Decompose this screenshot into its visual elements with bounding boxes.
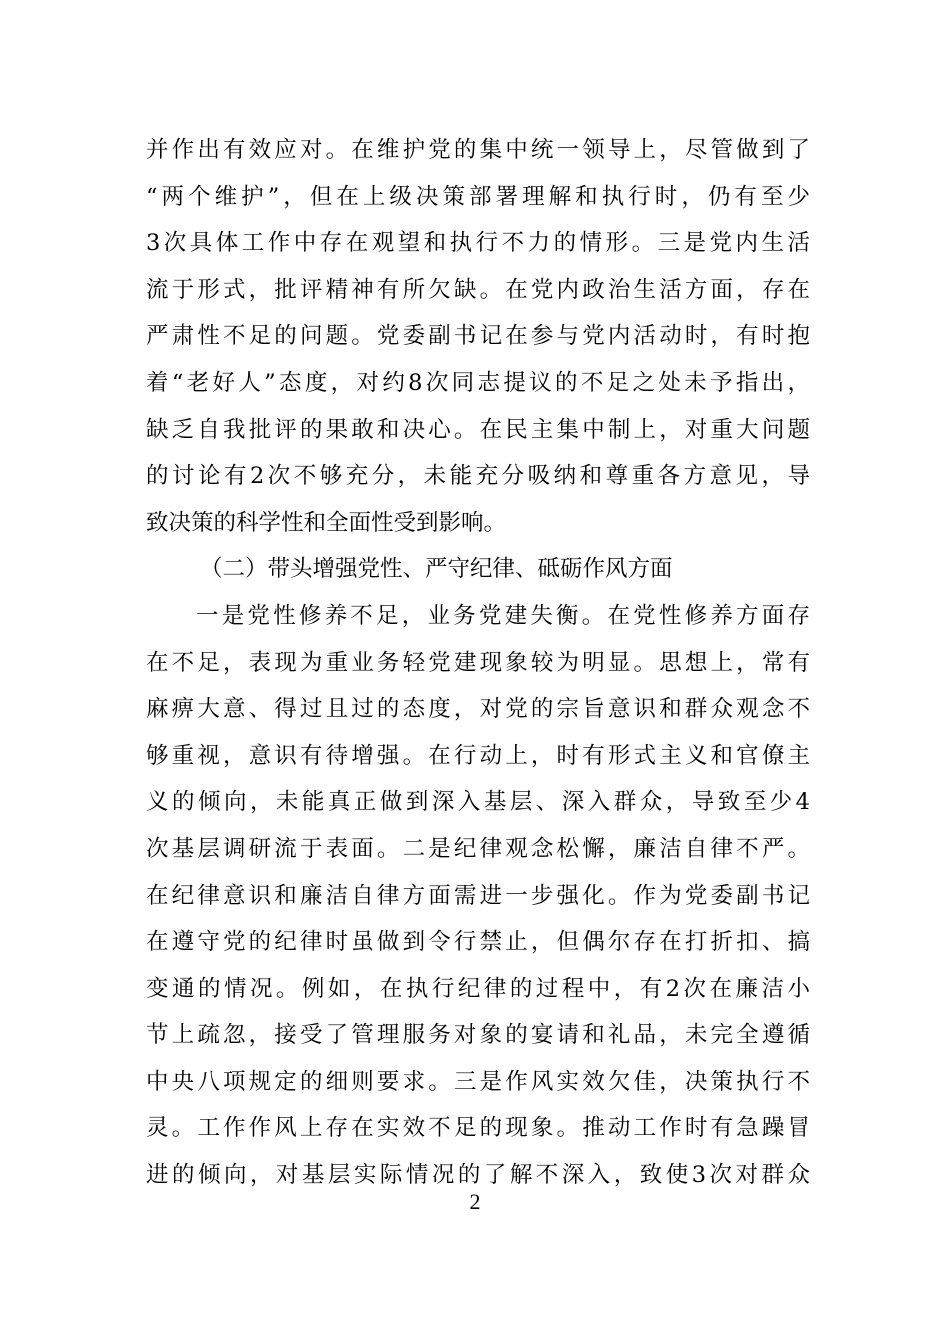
- text-line: 并作出有效应对。在维护党的集中统一领导上，尽管做到了: [146, 137, 810, 163]
- section-heading: [146, 546, 810, 593]
- section-heading-text: （二）带头增强党性、严守纪律、砥砺作风方面: [200, 556, 673, 583]
- text-line: 在遵守党的纪律时虽做到令行禁止，但偶尔存在打折扣、搞: [146, 929, 810, 956]
- paragraph-body: [146, 593, 810, 1199]
- page-number: 2: [469, 1189, 481, 1214]
- text-line: 一是党性修养不足，业务党建失衡。在党性修养方面存: [196, 602, 810, 629]
- text-line: 在纪律意识和廉洁自律方面需进一步强化。作为党委副书记: [146, 882, 810, 909]
- text-line: 致决策的科学性和全面性受到影响。: [146, 509, 507, 536]
- text-line: 次基层调研流于表面。二是纪律观念松懈，廉洁自律不严。: [146, 835, 810, 862]
- text-line: 麻痹大意、得过且过的态度，对党的宗旨意识和群众观念不: [146, 696, 810, 723]
- text-line: 够重视，意识有待增强。在行动上，时有形式主义和官僚主: [146, 742, 810, 769]
- paragraph-continuation: [146, 127, 810, 546]
- text-line: 严肃性不足的问题。党委副书记在参与党内活动时，有时抱: [146, 323, 810, 350]
- text-line: 3次具体工作中存在观望和执行不力的情形。三是党内生活: [146, 230, 810, 257]
- text-line: 进的倾向，对基层实际情况的了解不深入，致使3次对群众: [146, 1162, 810, 1189]
- text-line: 着“老好人”态度，对约8次同志提议的不足之处未予指出，: [146, 369, 810, 396]
- document-body: [146, 127, 810, 1199]
- text-line: “两个维护”，但在上级决策部署理解和执行时，仍有至少: [146, 183, 810, 210]
- text-line: 节上疏忽，接受了管理服务对象的宴请和礼品，未完全遵循: [146, 1022, 810, 1049]
- text-line: 中央八项规定的细则要求。三是作风实效欠佳，决策执行不: [146, 1068, 810, 1095]
- text-line: 灵。工作作风上存在实效不足的现象。推动工作时有急躁冒: [146, 1115, 810, 1142]
- text-line: 在不足，表现为重业务轻党建现象较为明显。思想上，常有: [146, 649, 810, 676]
- text-line: 义的倾向，未能真正做到深入基层、深入群众，导致至少4: [146, 789, 810, 816]
- text-line: 变通的情况。例如，在执行纪律的过程中，有2次在廉洁小: [146, 975, 810, 1002]
- text-line: 流于形式，批评精神有所欠缺。在党内政治生活方面，存在: [146, 276, 810, 303]
- text-line: 的讨论有2次不够充分，未能充分吸纳和尊重各方意见，导: [146, 463, 810, 490]
- text-line: 缺乏自我批评的果敢和决心。在民主集中制上，对重大问题: [146, 416, 810, 443]
